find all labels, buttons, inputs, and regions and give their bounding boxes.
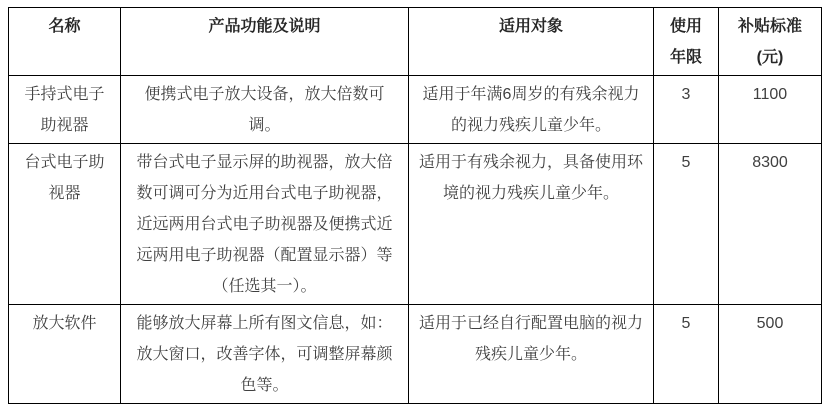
cell-subsidy: 500 bbox=[719, 305, 822, 404]
cell-function: 能够放大屏幕上所有图文信息，如：放大窗口，改善字体，可调整屏幕颜色等。 bbox=[121, 305, 409, 404]
table-row bbox=[9, 144, 822, 305]
cell-name: 放大软件 bbox=[9, 305, 121, 404]
cell-subsidy: 1100 bbox=[719, 76, 822, 144]
header-name: 名称 bbox=[9, 8, 121, 76]
subsidy-table bbox=[8, 7, 822, 404]
header-years-line2: 年限 bbox=[669, 49, 702, 66]
header-subsidy bbox=[719, 8, 822, 76]
header-target: 适用对象 bbox=[409, 8, 654, 76]
header-subsidy-line1: 补贴标准 bbox=[737, 18, 802, 35]
cell-target: 适用于年满6周岁的有残余视力的视力残疾儿童少年。 bbox=[409, 76, 654, 144]
cell-target: 适用于已经自行配置电脑的视力残疾儿童少年。 bbox=[409, 305, 654, 404]
header-years-line1: 使用 bbox=[669, 18, 702, 35]
header-subsidy-line2: (元) bbox=[756, 49, 784, 66]
cell-years: 3 bbox=[654, 76, 719, 144]
cell-name: 手持式电子助视器 bbox=[9, 76, 121, 144]
cell-function: 带台式电子显示屏的助视器，放大倍数可调可分为近用台式电子助视器，近远两用台式电子助视器及便携式近远两用电子助视器（配置显示器）等（任选其一）。 bbox=[121, 144, 409, 305]
cell-years: 5 bbox=[654, 144, 719, 305]
table-row bbox=[9, 305, 822, 404]
cell-years: 5 bbox=[654, 305, 719, 404]
header-function: 产品功能及说明 bbox=[121, 8, 409, 76]
cell-target: 适用于有残余视力，具备使用环境的视力残疾儿童少年。 bbox=[409, 144, 654, 305]
table-header-row bbox=[9, 8, 822, 76]
table-row bbox=[9, 76, 822, 144]
cell-name: 台式电子助视器 bbox=[9, 144, 121, 305]
cell-function: 便携式电子放大设备，放大倍数可调。 bbox=[121, 76, 409, 144]
header-years bbox=[654, 8, 719, 76]
cell-subsidy: 8300 bbox=[719, 144, 822, 305]
